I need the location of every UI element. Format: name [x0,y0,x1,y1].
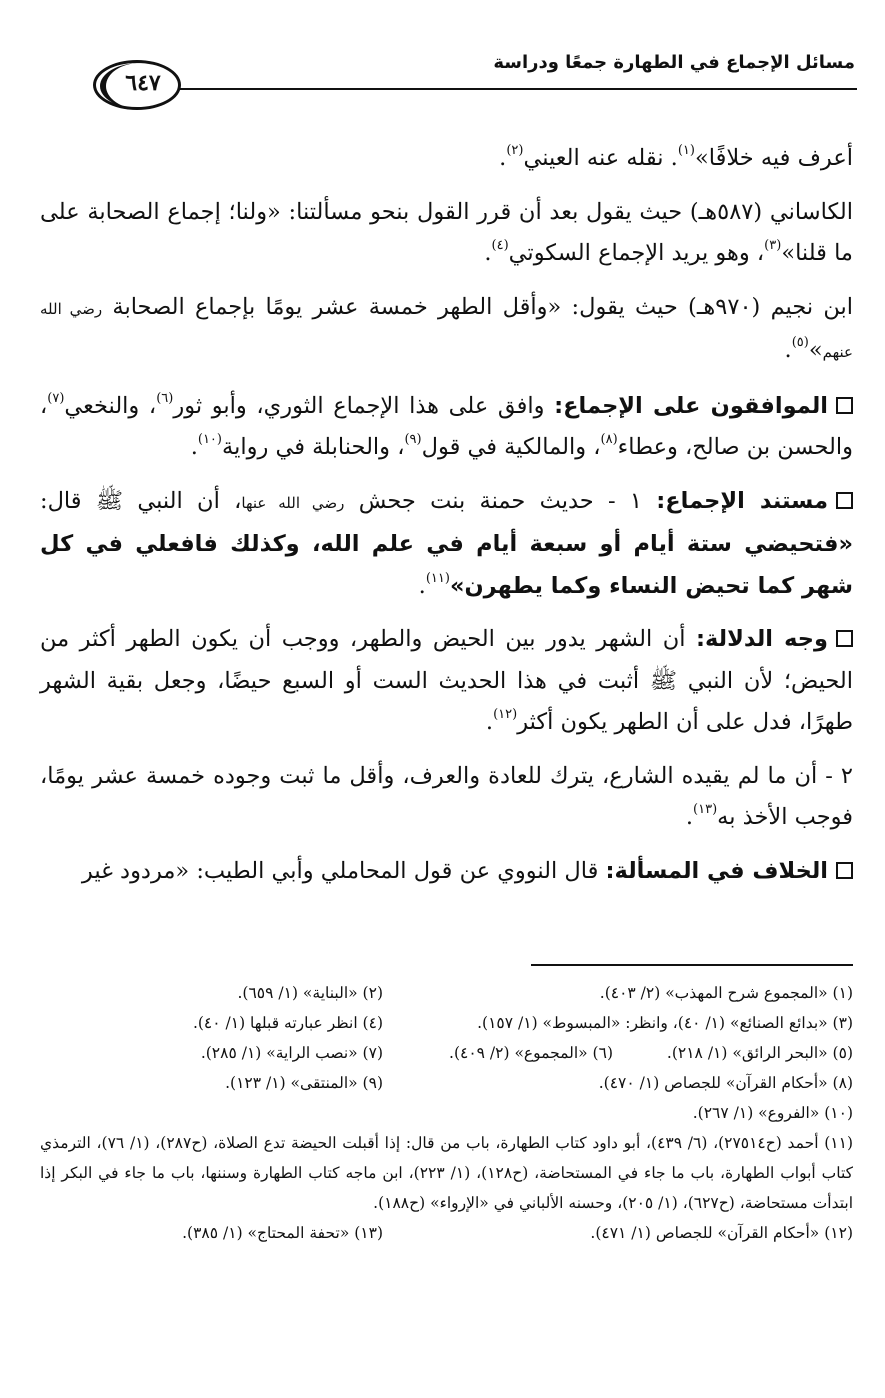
footnote-ref-11: (١١) [425,570,450,586]
section-lead: وجه الدلالة: [695,626,828,652]
footnote-row [40,1008,853,1038]
footnote: (١) «المجموع شرح المهذب» (٢/ ٤٠٣). [599,984,853,1002]
square-bullet-icon [836,492,853,509]
footnote: (٣) «بدائع الصنائع» (١/ ٤٠)، وانظر: «المبسوط» (١/ ١٥٧). [477,1014,853,1032]
text-run: قال: [40,487,96,514]
footnote: (٧) «نصب الراية» (١/ ٢٨٥). [200,1044,383,1062]
square-bullet-icon [836,630,853,647]
section-lead: الموافقون على الإجماع: [554,392,828,419]
footnote: (٢) «البناية» (١/ ٦٥٩). [237,984,383,1002]
footnote: (١٠) «الفروع» (١/ ٢٦٧). [692,1104,853,1122]
footnote: (٤) انظر عبارته قبلها (١/ ٤٠). [192,1014,383,1032]
footnote-row [40,1038,853,1068]
section-lead: مستند الإجماع: [656,487,829,514]
text-run: . [190,434,198,460]
paragraph-2 [40,192,853,275]
paragraph-3 [40,287,853,374]
footnote-ref-6: (٦) [156,390,174,406]
square-bullet-icon [836,862,853,879]
text-run: ابن نجيم (٩٧٠هـ) حيث يقول: «وأقل الطهر خمسة عشر يومًا بإجماع الصحابة [112,293,854,320]
main-text [40,138,853,904]
text-run: . [418,572,426,599]
running-header-title: مسائل الإجماع في الطهارة جمعًا ودراسة [493,52,855,73]
text-run: . [499,145,507,171]
footnote-ref-13: (١٣) [693,802,718,817]
text-run: أثبت في هذا الحديث الست أو السبع حيضًا، وجعل بقية الشهر طهرًا، فدل على أن الطهر يكون أكثر [40,667,853,735]
text-run: ٢ - أن ما لم يقيده الشارع، يترك للعادة والعرف، وأقل ما ثبت وجوده خمسة عشر يومًا، فوجب الأخذ به [40,762,853,830]
footnote: (٩) «المنتقى» (١/ ١٢٣). [225,1074,383,1092]
footnote-row [40,1218,853,1248]
footnote-ref-9: (٩) [404,432,422,447]
footnote-row [40,1098,853,1128]
honorific-glyph: رضي الله عنها [241,493,345,512]
text-run: » [808,337,823,363]
footnote-ref-4: (٤) [491,238,509,253]
footnote-separator [531,964,853,966]
footnote: (١٢) «أحكام القرآن» للجصاص (١/ ٤٧١). [590,1224,853,1242]
text-run: ، وهو يريد الإجماع السكوتي [508,240,765,266]
text-run: أن الشهر يدور بين الحيض والطهر، ووجب أن يكون الطهر أكثر من الحيض؛ لأن النبي [40,626,853,694]
paragraph-agreeing [40,386,853,469]
paragraph-1 [40,138,853,180]
footnotes [40,978,853,1248]
footnote-row [40,1068,853,1098]
text-run: ١ - حديث حمنة بنت جحش [358,487,657,514]
honorific-glyph: ﷺ [95,487,124,514]
footnote: (١٣) «تحفة المحتاج» (١/ ٣٨٥). [182,1224,383,1242]
paragraph-dispute [40,851,853,893]
footnote-ref-1: (١) [677,143,695,158]
footnote: (٨) «أحكام القرآن» للجصاص (١/ ٤٧٠). [598,1074,853,1092]
text-run: ، أن النبي [137,487,242,514]
text-run: قال النووي عن قول المحاملي وأبي الطيب: «مردود غير [81,857,606,884]
section-lead: الخلاف في المسألة: [605,857,828,884]
footnote-ref-3: (٣) [764,238,782,253]
footnote: (١١) أحمد (ح٢٧٥١٤)، (٦/ ٤٣٩)، أبو داود كتاب الطهارة، باب من قال: إذا أقبلت الحيضة تدع الصلاة، (ح٢٨٧)، (١/ ٧٦)، الترمذي كتاب أبواب الطهارة، باب ما جاء في المستحاضة، (ح١٢٨)، (١/ ٢٢٣)، ابن ماجه كتاب الطهارة وسننها، باب ما جاء في البكر إذا ابتدأت مستحاضة، (ح٦٢٧)، (١/ ٢٠٥)، وحسنه الألباني في «الإرواء» (ح١٨٨). [40,1134,854,1212]
text-run: أعرف فيه خلافًا» [694,145,853,171]
text-run: . نقله عنه العيني [523,145,678,171]
text-run: . [485,709,494,735]
footnote-ref-8: (٨) [600,432,618,447]
text-run: ، والحنابلة في رواية [222,434,405,460]
text-run: . [685,804,694,830]
honorific-glyph: ﷺ [649,667,678,694]
footnote-ref-2: (٢) [506,143,524,158]
paragraph-evidence [40,619,853,744]
text-run: ، والحسن بن صالح، وعطاء [40,392,853,460]
text-run: ، والمالكية في قول [421,434,601,460]
footnote-ref-5: (٥) [791,335,809,350]
footnote: (٦) «المجموع» (٢/ ٤٠٩). [449,1044,613,1062]
paragraph-basis [40,481,853,608]
footnote-ref-7: (٧) [47,390,65,406]
text-run: . [484,240,492,266]
text-run: الكاساني (٥٨٧هـ) حيث يقول بعد أن قرر القول بنحو مسألتنا: «ولنا؛ إجماع الصحابة على ما قلنا» [40,198,853,266]
honorific-glyph: رضي الله عنهم [40,299,853,361]
footnote-ref-10: (١٠) [197,432,222,447]
footnote-ref-12: (١٢) [493,707,518,722]
paragraph-second-evidence [40,756,853,839]
footnote: (٥) «البحر الرائق» (١/ ٢١٨). [666,1044,853,1062]
page-number: ٦٤٧ [125,70,161,96]
text-run: ، والنخعي [64,392,157,419]
text-run: . [784,337,792,363]
square-bullet-icon [836,397,853,414]
footnote-row [40,978,853,1008]
text-run: وافق على هذا الإجماع الثوري، وأبو ثور [173,392,555,419]
header-rule [178,88,857,90]
hadith-quote: «فتحيضي ستة أيام أو سبعة أيام في علم الله، وكذلك فافعلي في كل شهر كما تحيض النساء وكما يطهرن» [40,531,853,599]
